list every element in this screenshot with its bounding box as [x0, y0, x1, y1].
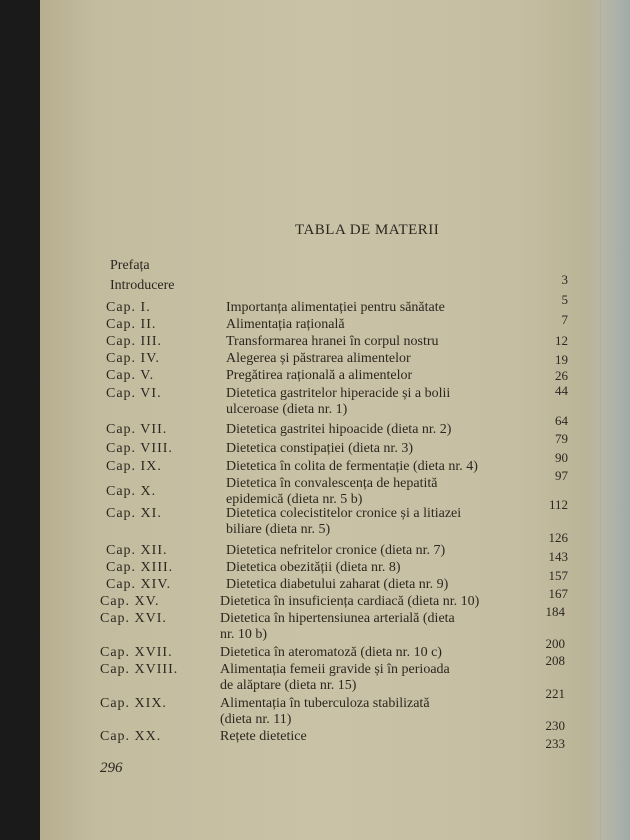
page-edge	[585, 0, 630, 840]
page-number: 64	[555, 413, 568, 428]
chapter-title-line: Pregătirea rațională a alimentelor	[226, 368, 413, 383]
chapter-title-line: Alimentația rațională	[226, 317, 345, 332]
chapter-label: Cap. XIV.	[106, 577, 172, 592]
chapter-title-line: Rețete dietetice	[220, 729, 307, 744]
page-number: 44	[555, 383, 568, 398]
chapter-title-line: nr. 10 b)	[220, 627, 268, 642]
chapter-title-line: Dietetica colecistitelor cronice și a litiazei	[226, 506, 462, 521]
chapter-label: Cap. XII.	[106, 543, 168, 558]
page-number: 143	[548, 549, 568, 564]
chapter-label: Cap. I.	[106, 300, 151, 315]
page-number: 157	[548, 568, 568, 583]
chapter-title-line: biliare (dieta nr. 5)	[226, 522, 331, 537]
chapter-title-line: Dietetica în insuficiența cardiacă (dieta nr. 10)	[220, 594, 480, 609]
page-number: 233	[545, 736, 565, 751]
page-number: 79	[555, 431, 568, 446]
chapter-title-line: epidemică (dieta nr. 5 b)	[226, 492, 363, 507]
chapter-label: Cap. III.	[106, 334, 163, 349]
page-folio: 296	[100, 760, 123, 776]
chapter-title-line: Dietetica gastritelor hiperacide și a bolii	[226, 386, 451, 401]
page-number: 5	[561, 292, 568, 307]
chapter-title-line: Dietetica diabetului zaharat (dieta nr. 9)	[226, 577, 449, 592]
page-number: 200	[545, 636, 565, 651]
page-number: 230	[545, 718, 565, 733]
chapter-title-line: Dietetica în hipertensiunea arterială (dieta	[220, 611, 455, 626]
page-number: 26	[555, 368, 568, 383]
chapter-label: Cap. VIII.	[106, 441, 173, 456]
chapter-title-line: ulceroase (dieta nr. 1)	[226, 402, 348, 417]
page-number: 221	[545, 686, 565, 701]
chapter-title-line: Dietetica în ateromatoză (dieta nr. 10 c)	[220, 645, 442, 660]
page-number: 97	[555, 468, 568, 483]
page-number: 184	[545, 604, 565, 619]
page-number: 3	[561, 272, 568, 287]
chapter-label: Cap. XI.	[106, 506, 162, 521]
chapter-title-line: Alimentația în tuberculoza stabilizată	[220, 696, 430, 711]
page-number: 19	[555, 352, 568, 367]
chapter-label: Cap. XV.	[100, 594, 160, 609]
chapter-title-line: Dietetica în colita de fermentație (dieta nr. 4)	[226, 459, 478, 474]
page-number: 112	[548, 497, 568, 512]
chapter-label: Cap. XVI.	[100, 611, 167, 626]
chapter-title-line: Dietetica constipației (dieta nr. 3)	[226, 441, 413, 456]
preface-label: Prefața	[110, 258, 150, 273]
chapter-label: Cap. X.	[106, 484, 157, 499]
chapter-label: Cap. XIII.	[106, 560, 174, 575]
chapter-title-line: Transformarea hranei în corpul nostru	[226, 334, 439, 349]
chapter-label: Cap. V.	[106, 368, 155, 383]
chapter-title-line: Dietetica nefritelor cronice (dieta nr. 7)	[226, 543, 446, 558]
chapter-label: Cap. XVIII.	[100, 662, 179, 677]
introduction-label: Introducere	[110, 278, 175, 293]
chapter-title-line: (dieta nr. 11)	[220, 712, 292, 727]
chapter-label: Cap. XVII.	[100, 645, 173, 660]
chapter-label: Cap. VII.	[106, 422, 168, 437]
chapter-title-line: de alăptare (dieta nr. 15)	[220, 678, 357, 693]
book-page	[40, 0, 600, 840]
page-number: 12	[555, 333, 568, 348]
chapter-title-line: Dietetica gastritei hipoacide (dieta nr. 2)	[226, 422, 452, 437]
chapter-title-line: Importanța alimentației pentru sănătate	[226, 300, 445, 315]
chapter-title-line: Alegerea și păstrarea alimentelor	[226, 351, 411, 366]
chapter-label: Cap. II.	[106, 317, 157, 332]
chapter-title-line: Dietetica în convalescența de hepatită	[226, 476, 438, 491]
chapter-label: Cap. VI.	[106, 386, 162, 401]
chapter-title-line: Dietetica obezității (dieta nr. 8)	[226, 560, 401, 575]
chapter-label: Cap. IX.	[106, 459, 162, 474]
chapter-label: Cap. IV.	[106, 351, 161, 366]
page-number: 167	[548, 586, 568, 601]
page-number: 90	[555, 450, 568, 465]
chapter-label: Cap. XX.	[100, 729, 162, 744]
page-number: 126	[548, 530, 568, 545]
page-number: 7	[561, 312, 568, 327]
chapter-title-line: Alimentația femeii gravide și în perioada	[220, 662, 450, 677]
toc-title: TABLA DE MATERII	[295, 222, 440, 238]
page-number: 208	[545, 653, 565, 668]
chapter-label: Cap. XIX.	[100, 696, 167, 711]
